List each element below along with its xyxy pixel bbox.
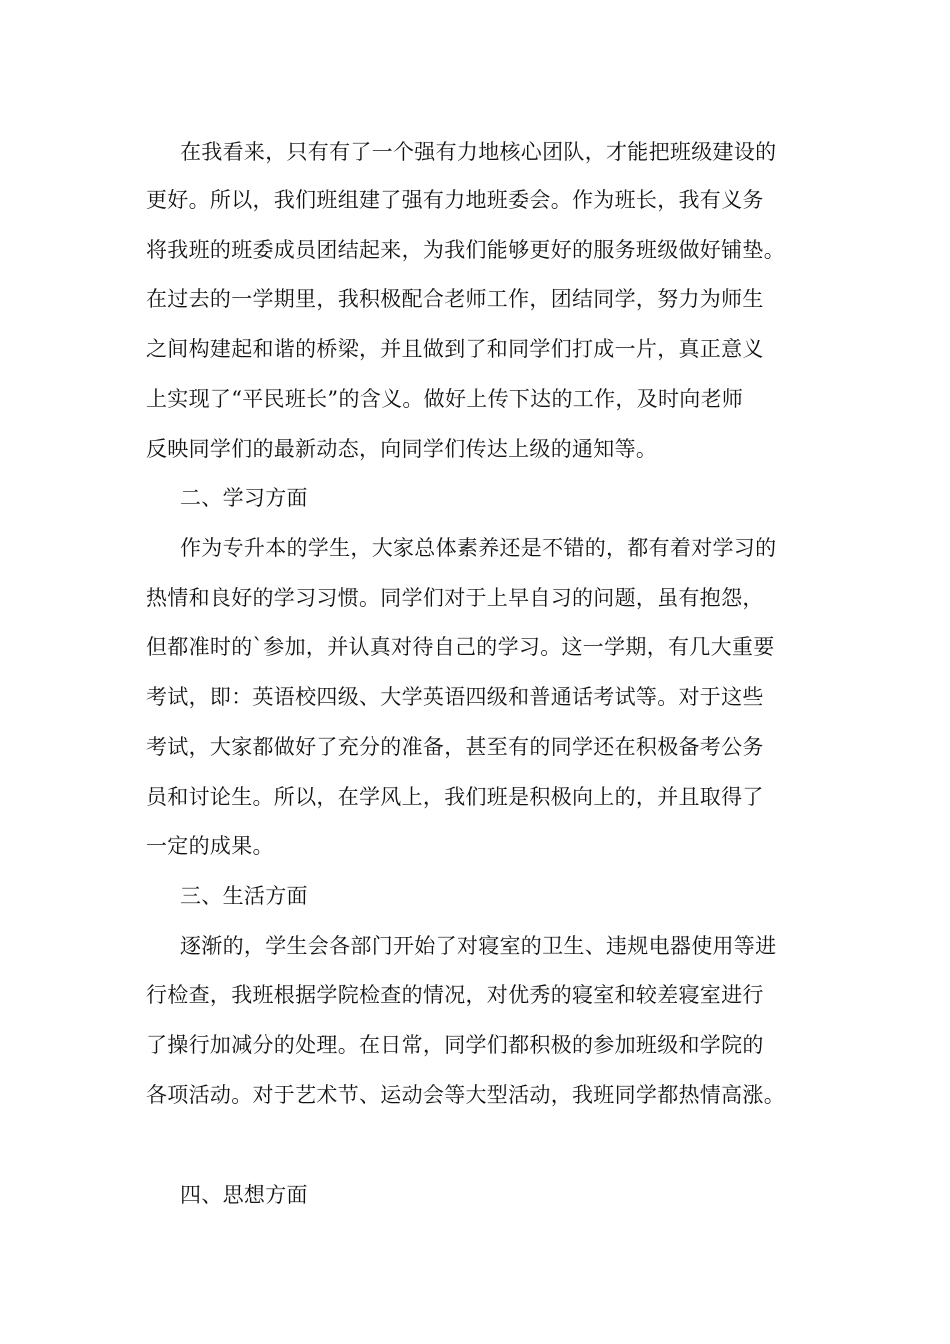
paragraph-2-line-3: 但都准时的`参加，并认真对待自己的学习。这一学期，有几大重要	[146, 635, 775, 659]
section-heading-life: 三、生活方面	[180, 884, 308, 908]
paragraph-1-line-2: 更好。所以，我们班组建了强有力地班委会。作为班长，我有义务	[146, 188, 764, 212]
paragraph-3-line-3: 了操行加减分的处理。在日常，同学们都积极的参加班级和学院的	[146, 1033, 764, 1057]
paragraph-2-line-2: 热情和良好的学习习惯。同学们对于上早自习的问题，虽有抱怨，	[146, 586, 764, 610]
paragraph-1-line-1: 在我看来，只有有了一个强有力地核心团队，才能把班级建设的	[180, 140, 777, 164]
section-heading-thought: 四、思想方面	[180, 1183, 308, 1207]
paragraph-2-line-6: 员和讨论生。所以，在学风上，我们班是积极向上的，并且取得了	[146, 785, 764, 809]
paragraph-2-line-5: 考试，大家都做好了充分的准备，甚至有的同学还在积极备考公务	[146, 735, 764, 759]
paragraph-2-line-4: 考试，即：英语校四级、大学英语四级和普通话考试等。对于这些	[146, 685, 764, 709]
paragraph-1-line-5: 之间构建起和谐的桥梁，并且做到了和同学们打成一片，真正意义	[146, 337, 764, 361]
section-heading-study: 二、学习方面	[180, 486, 308, 510]
paragraph-1-line-4: 在过去的一学期里，我积极配合老师工作，团结同学，努力为师生	[146, 287, 764, 311]
paragraph-2-line-1: 作为专升本的学生，大家总体素养还是不错的，都有着对学习的	[180, 536, 777, 560]
paragraph-2-line-7: 一定的成果。	[146, 834, 274, 858]
paragraph-3-line-4: 各项活动。对于艺术节、运动会等大型活动，我班同学都热情高涨。	[146, 1083, 785, 1107]
paragraph-3-line-2: 行检查，我班根据学院检查的情况，对优秀的寝室和较差寝室进行	[146, 983, 764, 1007]
paragraph-1-line-3: 将我班的班委成员团结起来，为我们能够更好的服务班级做好铺垫。	[146, 238, 785, 262]
paragraph-1-line-7: 反映同学们的最新动态，向同学们传达上级的通知等。	[146, 437, 658, 461]
paragraph-1-line-6: 上实现了“平民班长”的含义。做好上传下达的工作，及时向老师	[146, 387, 744, 411]
paragraph-3-line-1: 逐渐的，学生会各部门开始了对寝室的卫生、违规电器使用等进	[180, 934, 777, 958]
